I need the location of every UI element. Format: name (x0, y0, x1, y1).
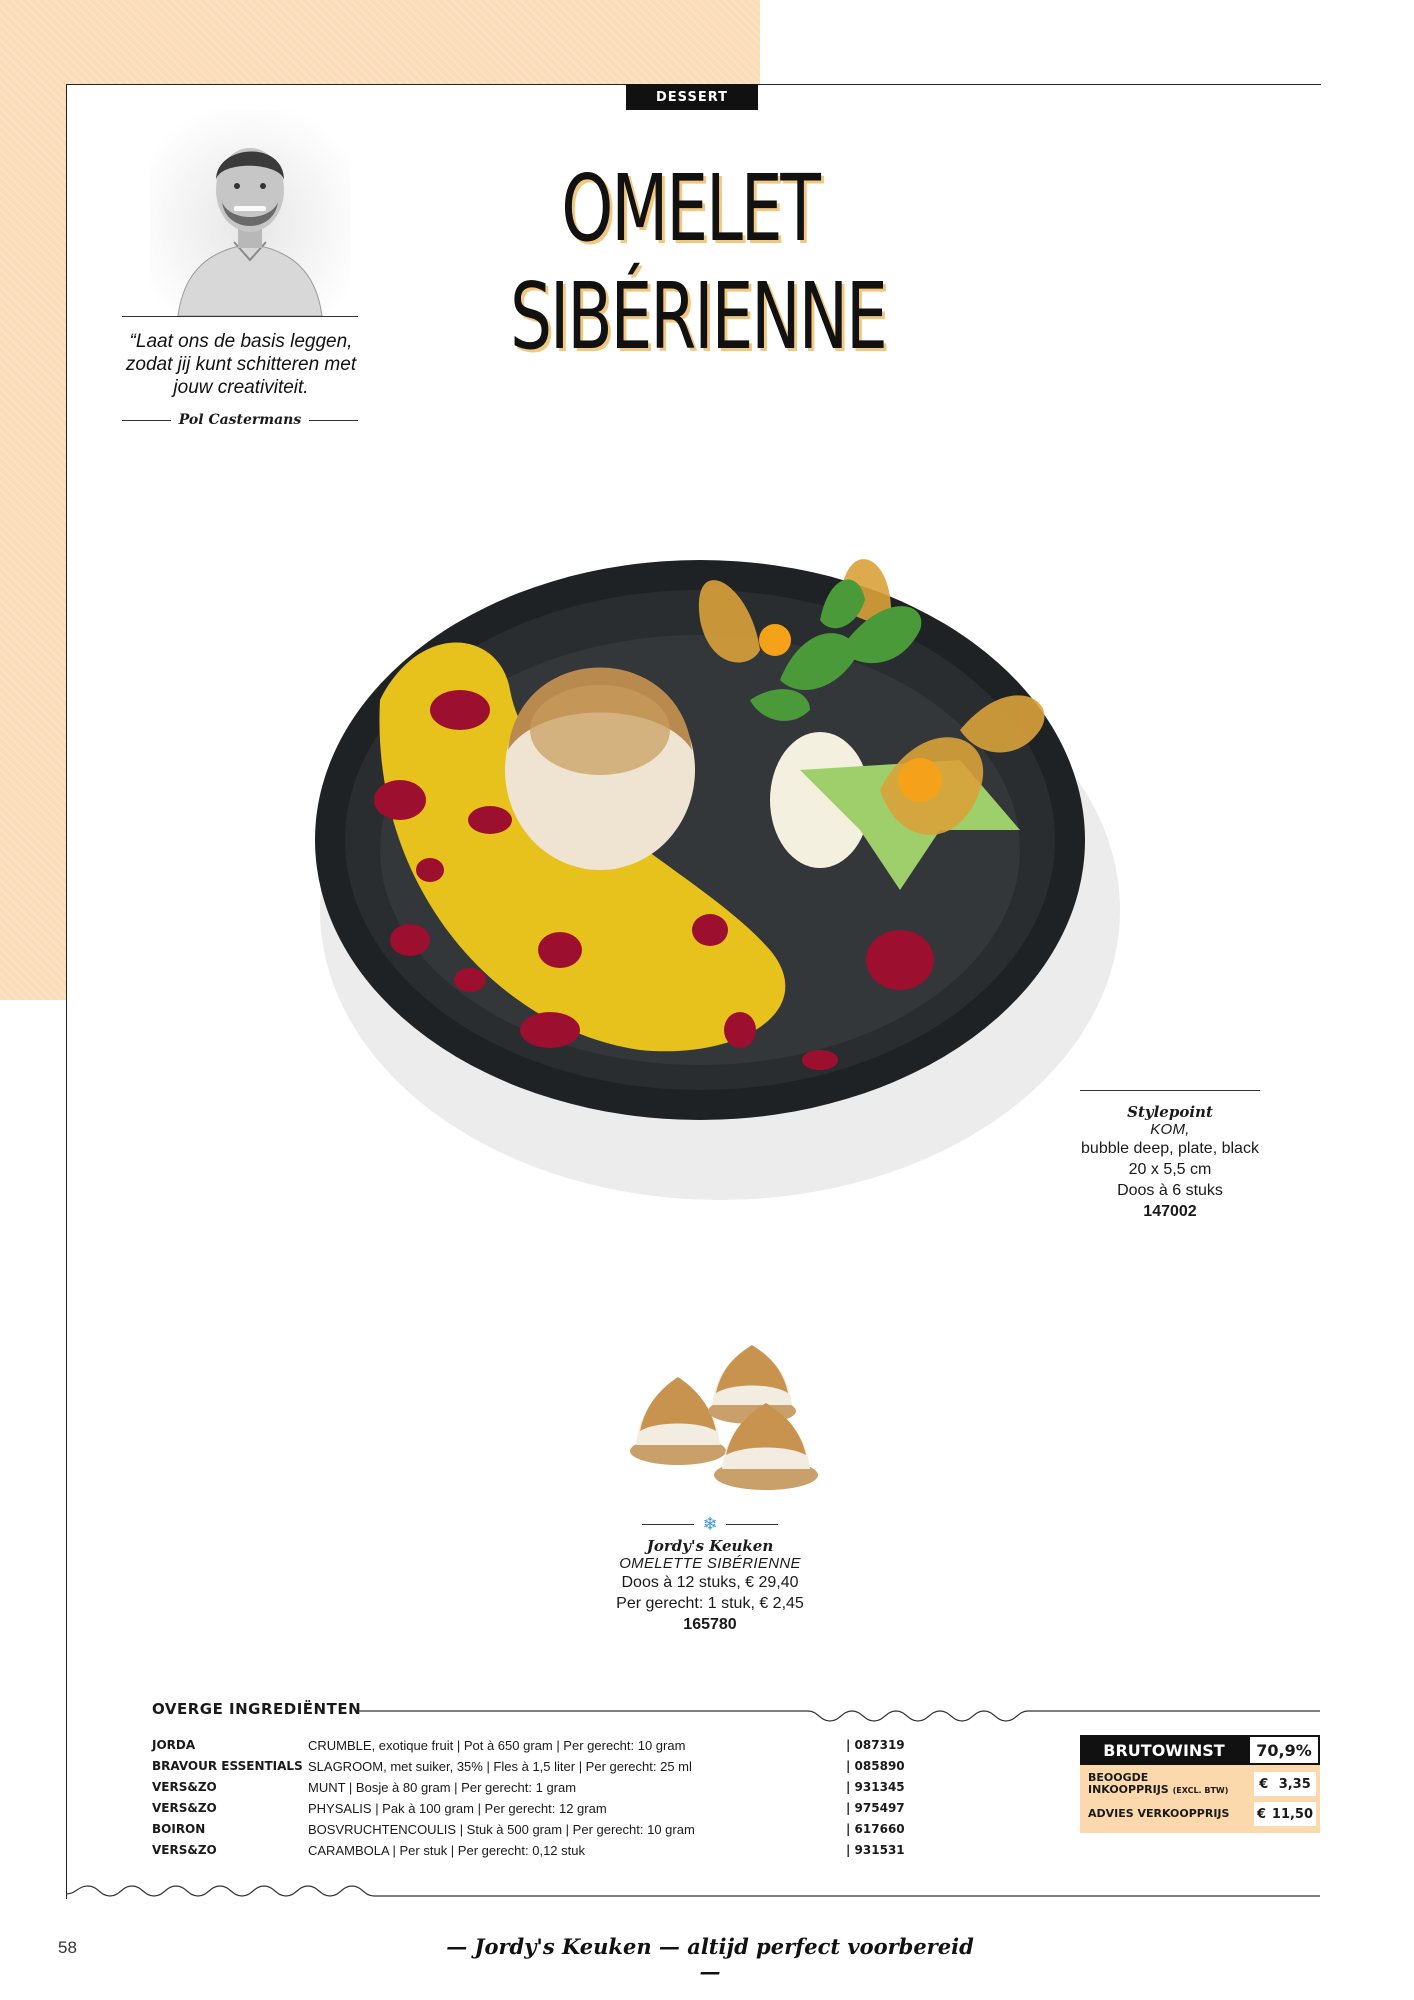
ingredient-row (152, 1798, 912, 1819)
quote-top-rule (122, 316, 358, 317)
ingredient-brand: BOIRON (152, 1822, 206, 1836)
ingredient-description: CRUMBLE, exotique fruit | Pot à 650 gram | Per gerecht: 10 gram (308, 1738, 686, 1753)
retail-currency: € (1256, 1806, 1266, 1822)
stylepoint-line-2: 20 x 5,5 cm (1128, 1161, 1212, 1178)
ingredient-brand: BRAVOUR ESSENTIALS (152, 1759, 303, 1773)
ingredient-row (152, 1819, 912, 1840)
ingredient-code: | 931531 (846, 1843, 905, 1857)
stylepoint-name: KOM, (1150, 1121, 1190, 1138)
chef-quote: “Laat ons de basis leggen, zodat jij kunt schitteren met jouw creativiteit. (125, 331, 357, 398)
retail-price-value: 11,50 (1271, 1806, 1314, 1822)
ingredient-row (152, 1735, 912, 1756)
frozen-indicator-row (560, 1515, 860, 1533)
frozen-rule-left (642, 1524, 694, 1525)
purchase-price-value: 3,35 (1278, 1776, 1311, 1792)
ingredient-row (152, 1756, 912, 1777)
frozen-rule-right (726, 1524, 778, 1525)
jordy-product-line-1: Doos à 12 stuks, € 29,40 (621, 1574, 799, 1591)
mini-omelettes-photo (600, 1325, 840, 1515)
stylepoint-line-3: Doos à 6 stuks (1117, 1182, 1223, 1199)
jordy-product-name: OMELETTE SIBÉRIENNE (619, 1555, 801, 1572)
ingredient-description: BOSVRUCHTENCOULIS | Stuk à 500 gram | Per gerecht: 10 gram (308, 1822, 695, 1837)
quote-author: Pol Castermans (178, 412, 302, 428)
purchase-label-2: INKOOPPRIJS (1088, 1782, 1169, 1796)
ingredient-code: | 085890 (846, 1759, 905, 1773)
ingredients-title: OVERGE INGREDIËNTEN (152, 1700, 362, 1718)
retail-price-value-box (1254, 1802, 1316, 1826)
profit-header (1080, 1735, 1320, 1765)
quote-author-row (122, 412, 358, 428)
ingredient-description: SLAGROOM, met suiker, 35% | Fles à 1,5 liter | Per gerecht: 25 ml (308, 1759, 692, 1774)
stylepoint-code: 147002 (1143, 1203, 1197, 1220)
profit-value: 70,9% (1248, 1735, 1320, 1765)
category-tag: DESSERT (626, 84, 758, 110)
profit-box (1080, 1735, 1320, 1833)
page-title (510, 155, 886, 371)
title-line-2: SIBÉRIENNE (510, 263, 886, 370)
stylepoint-rule (1080, 1090, 1260, 1091)
dessert-dish-photo (280, 470, 1160, 1230)
ingredients-rule (358, 1709, 1320, 1729)
ingredient-row (152, 1777, 912, 1798)
jordy-product (560, 1515, 860, 1635)
retail-price-row (1088, 1799, 1316, 1829)
page-number: 58 (58, 1938, 77, 1957)
ingredient-description: CARAMBOLA | Per stuk | Per gerecht: 0,12 stuk (308, 1843, 585, 1858)
profit-details (1080, 1765, 1320, 1833)
jordy-product-line-2: Per gerecht: 1 stuk, € 2,45 (616, 1595, 804, 1612)
profit-label: BRUTOWINST (1080, 1735, 1248, 1765)
ingredient-description: PHYSALIS | Pak à 100 gram | Per gerecht: 12 gram (308, 1801, 607, 1816)
purchase-currency: € (1259, 1776, 1269, 1792)
ingredient-brand: JORDA (152, 1738, 196, 1752)
ingredient-code: | 975497 (846, 1801, 905, 1815)
author-rule-left (122, 420, 171, 421)
purchase-label-2-line (1088, 1784, 1228, 1797)
ingredient-code: | 617660 (846, 1822, 905, 1836)
bottom-wave-rule (66, 1884, 1320, 1904)
jordy-product-brand: Jordy's Keuken (646, 1537, 774, 1555)
title-line-1: OMELET (561, 155, 819, 262)
purchase-price-row (1088, 1769, 1316, 1799)
ingredient-description: MUNT | Bosje à 80 gram | Per gerecht: 1 gram (308, 1780, 577, 1795)
stylepoint-line-1: bubble deep, plate, black (1081, 1140, 1259, 1157)
purchase-label-note: (EXCL. BTW) (1172, 1785, 1229, 1795)
ingredient-row (152, 1840, 912, 1861)
ingredients-table (152, 1735, 912, 1861)
ingredient-code: | 931345 (846, 1780, 905, 1794)
ingredient-brand: VERS&ZO (152, 1780, 217, 1794)
stylepoint-product (1060, 1090, 1280, 1222)
snowflake-icon: ❄ (702, 1514, 718, 1534)
chef-portrait (150, 110, 350, 316)
author-rule-right (309, 420, 358, 421)
retail-price-label: ADVIES VERKOOPPRIJS (1088, 1807, 1230, 1820)
ingredient-code: | 087319 (846, 1738, 905, 1752)
stylepoint-brand: Stylepoint (1127, 1103, 1213, 1121)
jordy-product-code: 165780 (683, 1616, 737, 1633)
ingredient-brand: VERS&ZO (152, 1843, 217, 1857)
footer-slogan: — Jordy's Keuken — altijd perfect voorbereid — (446, 1934, 974, 1984)
purchase-price-label (1088, 1772, 1228, 1797)
purchase-price-value-box (1254, 1772, 1316, 1796)
ingredient-brand: VERS&ZO (152, 1801, 217, 1815)
purchase-label-1: BEOOGDE (1088, 1770, 1149, 1784)
